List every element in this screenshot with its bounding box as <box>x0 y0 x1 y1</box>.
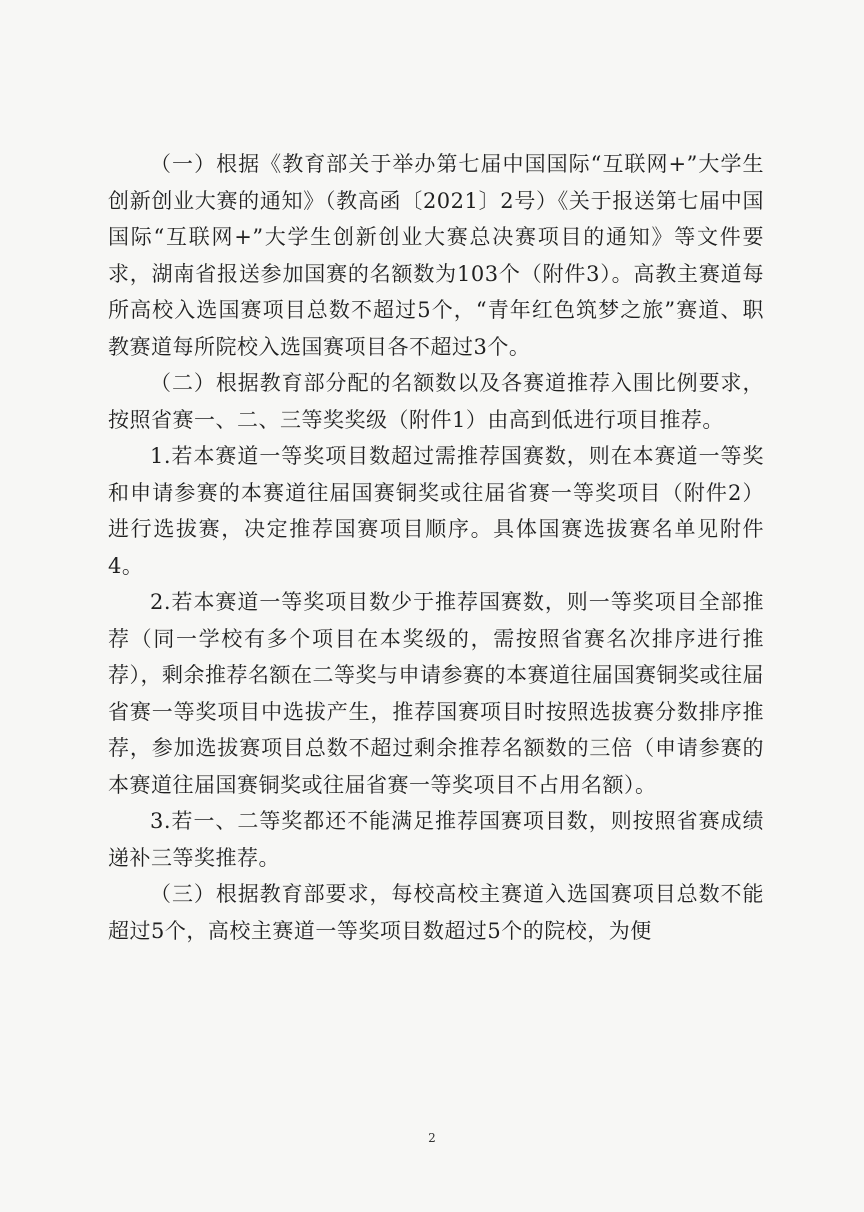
paragraph-1: （一）根据《教育部关于举办第七届中国国际“互联网+”大学生创新创业大赛的通知》（教高函〔2021〕2号）《关于报送第七届中国国际“互联网+”大学生创新创业大赛总决赛项目的通知》等文件要求，湖南省报送参加国赛的名额数为103个（附件3）。高教主赛道每所高校入选国赛项目总数不超过5个，“青年红色筑梦之旅”赛道、职教赛道每所院校入选国赛项目各不超过3个。 <box>108 152 764 359</box>
paragraph-2: （二）根据教育部分配的名额数以及各赛道推荐入围比例要求，按照省赛一、二、三等奖奖级（附件1）由高到低进行项目推荐。 <box>108 371 764 432</box>
page-number: 2 <box>428 1131 436 1145</box>
document-body <box>108 146 764 949</box>
paragraph-4: 2.若本赛道一等奖项目数少于推荐国赛数，则一等奖项目全部推荐（同一学校有多个项目在本奖级的，需按照省赛名次排序进行推荐），剩余推荐名额在二等奖与申请参赛的本赛道往届国赛铜奖或往届省赛一等奖项目中选拔产生，推荐国赛项目时按照选拔赛分数排序推荐，参加选拔赛项目总数不超过剩余推荐名额数的三倍（申请参赛的本赛道往届国赛铜奖或往届省赛一等奖项目不占用名额）。 <box>108 590 764 797</box>
paragraph-6: （三）根据教育部要求，每校高校主赛道入选国赛项目总数不能超过5个，高校主赛道一等奖项目数超过5个的院校，为便 <box>108 882 764 943</box>
paragraph-5: 3.若一、二等奖都还不能满足推荐国赛项目数，则按照省赛成绩递补三等奖推荐。 <box>108 809 764 870</box>
paragraph-3: 1.若本赛道一等奖项目数超过需推荐国赛数，则在本赛道一等奖和申请参赛的本赛道往届国赛铜奖或往届省赛一等奖项目（附件2）进行选拔赛，决定推荐国赛项目顺序。具体国赛选拔赛名单见附件4。 <box>108 444 764 578</box>
